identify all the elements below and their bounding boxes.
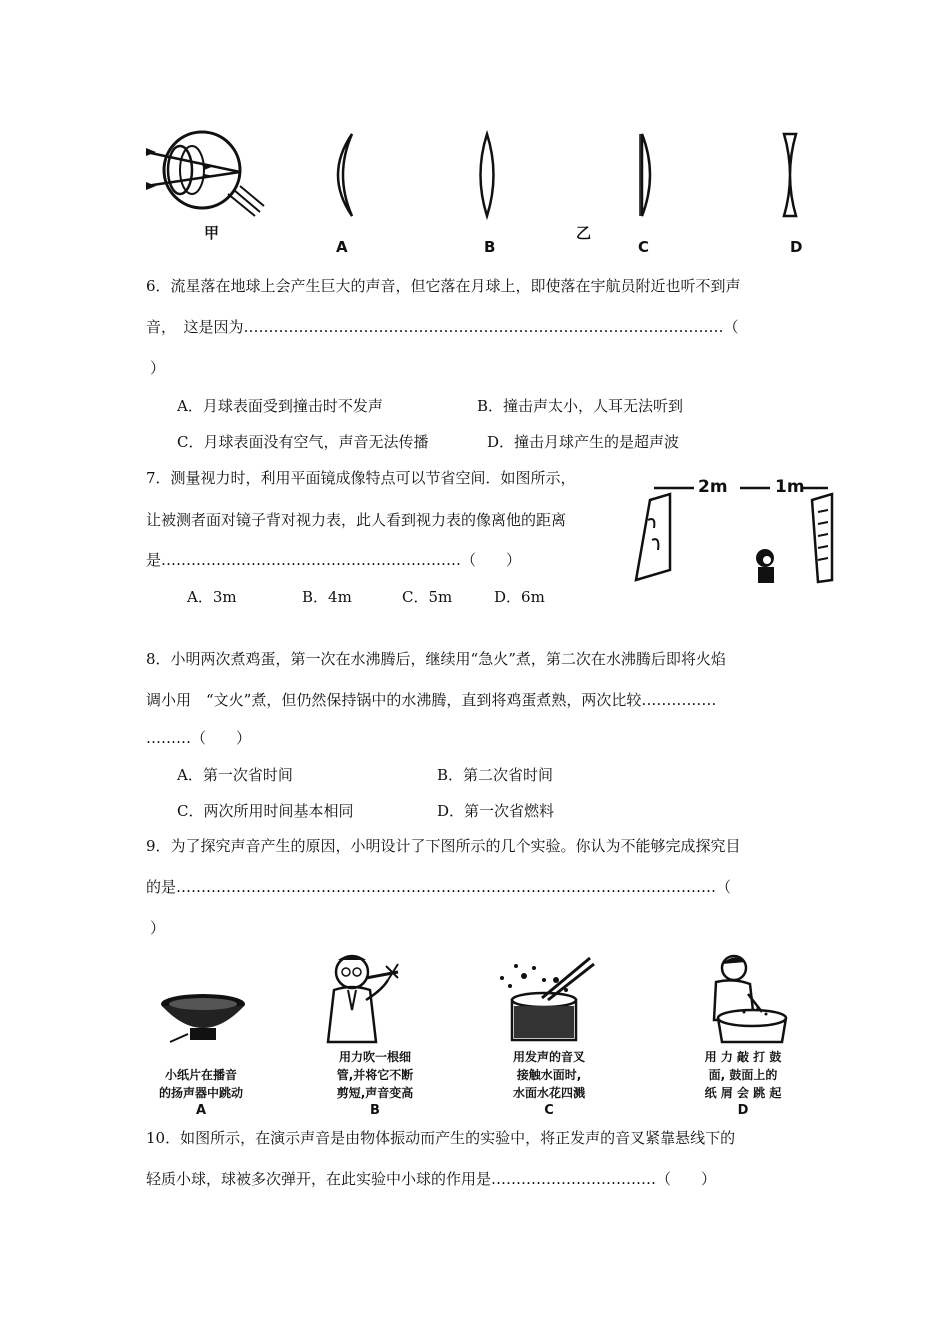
q8-line1: 8．小明两次煮鸡蛋，第一次在水沸腾后，继续用“急火”煮，第二次在水沸腾后即将火焰 <box>146 650 726 668</box>
q10-line2: 轻质小球，球被多次弹开，在此实验中小球的作用是……………………………（ ） <box>146 1170 717 1188</box>
q6-line2: 音， 这是因为……………………………………………………………………………………（ <box>146 318 739 336</box>
q7-option-a: A．3m <box>187 588 237 606</box>
q8-option-c: C．两次所用时间基本相同 <box>177 802 354 820</box>
lens-b-icon <box>472 130 502 220</box>
q7-option-c: C．5m <box>402 588 453 606</box>
q7-line2: 让被测者面对镜子背对视力表，此人看到视力表的像离他的距离 <box>146 511 567 529</box>
exp-c-line3: 水面水花四溅 <box>512 1086 585 1100</box>
experiment-d-caption <box>688 1048 798 1120</box>
q9-line3: ） <box>150 919 166 937</box>
exp-d-line3: 纸 屑 会 跳 起 <box>704 1086 782 1100</box>
q8-option-d: D．第一次省燃料 <box>437 802 555 820</box>
straw-blowing-icon <box>326 950 406 1045</box>
q8-option-b: B．第二次省时间 <box>437 766 554 784</box>
lens-a-icon <box>322 130 362 220</box>
distance-label-2m: 2m <box>698 477 728 497</box>
q8-option-a: A．第一次省时间 <box>177 766 293 784</box>
q8-line3: ………（ ） <box>146 729 252 747</box>
q7-line3: 是……………………………………………………（ ） <box>146 551 522 569</box>
q6-option-d: D．撞击月球产生的是超声波 <box>487 433 680 451</box>
lens-label-a: A <box>336 238 348 256</box>
label-jia: 甲 <box>204 224 220 242</box>
speaker-paper-icon <box>158 990 248 1050</box>
exp-c-line2: 接触水面时, <box>516 1068 582 1082</box>
exp-b-label: B <box>370 1103 380 1118</box>
q6-option-b: B．撞击声太小，人耳无法听到 <box>477 397 684 415</box>
label-yi: 乙 <box>576 224 592 242</box>
drum-beating-icon <box>692 950 792 1045</box>
exp-d-line1: 用 力 敲 打 鼓 <box>704 1050 782 1064</box>
exp-d-line2: 面, 鼓面上的 <box>708 1068 778 1082</box>
exp-b-line2: 管,并将它不断 <box>336 1068 414 1082</box>
q9-line1: 9．为了探究声音产生的原因，小明设计了下图所示的几个实验。你认为不能够完成探究目 <box>146 837 741 855</box>
exp-c-line1: 用发声的音叉 <box>512 1050 585 1064</box>
lens-d-icon <box>780 130 810 220</box>
exp-b-line3: 剪短,声音变高 <box>336 1086 414 1100</box>
exp-a-label: A <box>195 1103 207 1118</box>
lens-label-b: B <box>484 238 496 256</box>
exp-d-label: D <box>737 1103 749 1118</box>
q9-line2: 的是………………………………………………………………………………………………（ <box>146 878 732 896</box>
exp-c-label: C <box>544 1103 554 1118</box>
distance-label-1m: 1m <box>775 477 805 497</box>
exp-a-line2: 的扬声器中跳动 <box>158 1086 243 1100</box>
q6-line1: 6．流星落在地球上会产生巨大的声音，但它落在月球上，即使落在宇航员附近也听不到声 <box>146 277 741 295</box>
experiment-a-caption <box>146 1066 256 1120</box>
experiment-b-caption <box>320 1048 430 1120</box>
lens-label-c: C <box>638 238 650 256</box>
exp-a-line1: 小纸片在播音 <box>164 1068 237 1082</box>
tuning-fork-water-icon <box>494 950 604 1045</box>
experiment-c-caption <box>494 1048 604 1120</box>
q6-line3: ） <box>150 359 166 377</box>
q10-line1: 10．如图所示，在演示声音是由物体振动而产生的实验中，将正发声的音叉紧靠悬线下的 <box>146 1129 736 1147</box>
q7-option-d: D．6m <box>494 588 545 606</box>
q6-option-c: C．月球表面没有空气，声音无法传播 <box>177 433 429 451</box>
eye-diagram <box>140 128 270 223</box>
q8-line2: 调小用 “文火”煮，但仍然保持锅中的水沸腾，直到将鸡蛋煮熟，两次比较…………… <box>146 691 717 709</box>
q6-option-a: A．月球表面受到撞击时不发声 <box>177 397 383 415</box>
lens-c-icon <box>632 130 662 220</box>
lens-label-d: D <box>790 238 803 256</box>
exp-b-line1: 用力吹一根细 <box>338 1050 411 1064</box>
q7-line1: 7．测量视力时，利用平面镜成像特点可以节省空间．如图所示， <box>146 469 576 487</box>
q7-option-b: B．4m <box>302 588 352 606</box>
